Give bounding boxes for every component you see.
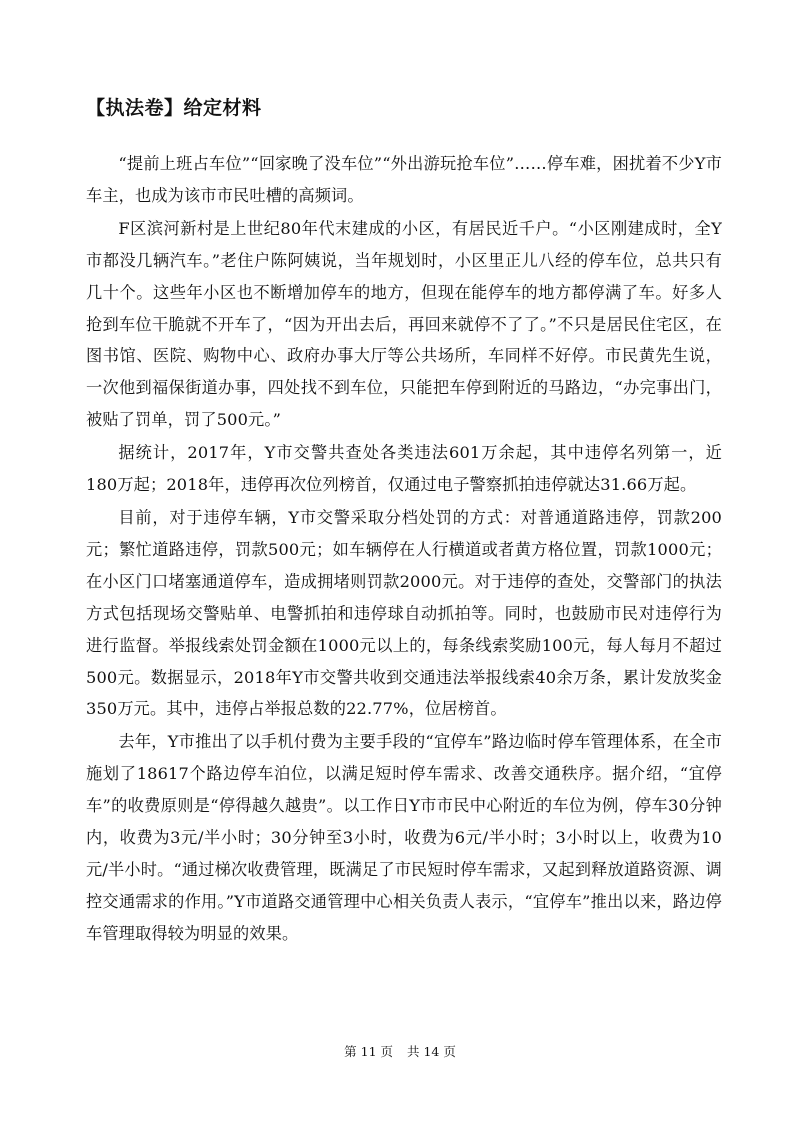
paragraph-parking-difficulty: “提前上班占车位”“回家晚了没车位”“外出游玩抢车位”……停车难，困扰着不少Y市车主，也成为该市市民吐槽的高频词。	[86, 154, 722, 205]
paragraph-penalty-measures: 目前，对于违停车辆，Y市交警采取分档处罚的方式：对普通道路违停，罚款200元；繁忙道路违停，罚款500元；如车辆停在人行横道或者黄方格位置，罚款1000元；在小区门口堵塞通道停车，造成拥堵则罚款2000元。对于违停的查处，交警部门的执法方式包括现场交警贴单、电警抓拍和违停球自动抓拍等。同时，也鼓励市民对违停行为进行监督。举报线索处罚金额在1000元以上的，每条线索奖励100元，每人每月不超过500元。数据显示，2018年Y市交警共收到交通违法举报线索40余万条，累计发放奖金350万元。其中，违停占举报总数的22.77%，位居榜首。	[86, 507, 722, 719]
paragraph-binhe-community: F区滨河新村是上世纪80年代末建成的小区，有居民近千户。“小区刚建成时，全Y市都没几辆汽车。”老住户陈阿姨说，当年规划时，小区里正儿八经的停车位，总共只有几十个。这些年小区也不断增加停车的地方，但现在能停车的地方都停满了车。好多人抢到车位干脆就不开车了，“因为开出去后，再回来就停不了了。”不只是居民住宅区，在图书馆、医院、购物中心、政府办事大厅等公共场所，车同样不好停。市民黄先生说，一次他到福保街道办事，四处找不到车位，只能把车停到附近的马路边，“办完事出门，被贴了罚单，罚了500元。”	[86, 218, 722, 430]
current-page-number: 第 11 页	[344, 1044, 393, 1059]
page-footer	[0, 1044, 800, 1060]
paragraph-violation-statistics: 据统计，2017年，Y市交警共查处各类违法601万余起，其中违停名列第一，近180万起；2018年，违停再次位列榜首，仅通过电子警察抓拍违停就达31.66万起。	[86, 443, 722, 495]
paragraph-yi-parking-system: 去年，Y市推出了以手机付费为主要手段的“宜停车”路边临时停车管理体系，在全市施划了18617个路边停车泊位，以满足短时停车需求、改善交通秩序。据介绍，“宜停车”的收费原则是“停得越久越贵”。以工作日Y市市民中心附近的车位为例，停车30分钟内，收费为3元/半小时；30分钟至3小时，收费为6元/半小时；3小时以上，收费为10元/半小时。“通过梯次收费管理，既满足了市民短时停车需求，又起到释放道路资源、调控交通需求的作用。”Y市道路交通管理中心相关负责人表示，“宜停车”推出以来，路边停车管理取得较为明显的效果。	[86, 732, 722, 943]
total-page-count: 共 14 页	[407, 1044, 456, 1059]
material-body	[86, 148, 722, 951]
section-heading: 【执法卷】给定材料	[86, 97, 262, 119]
